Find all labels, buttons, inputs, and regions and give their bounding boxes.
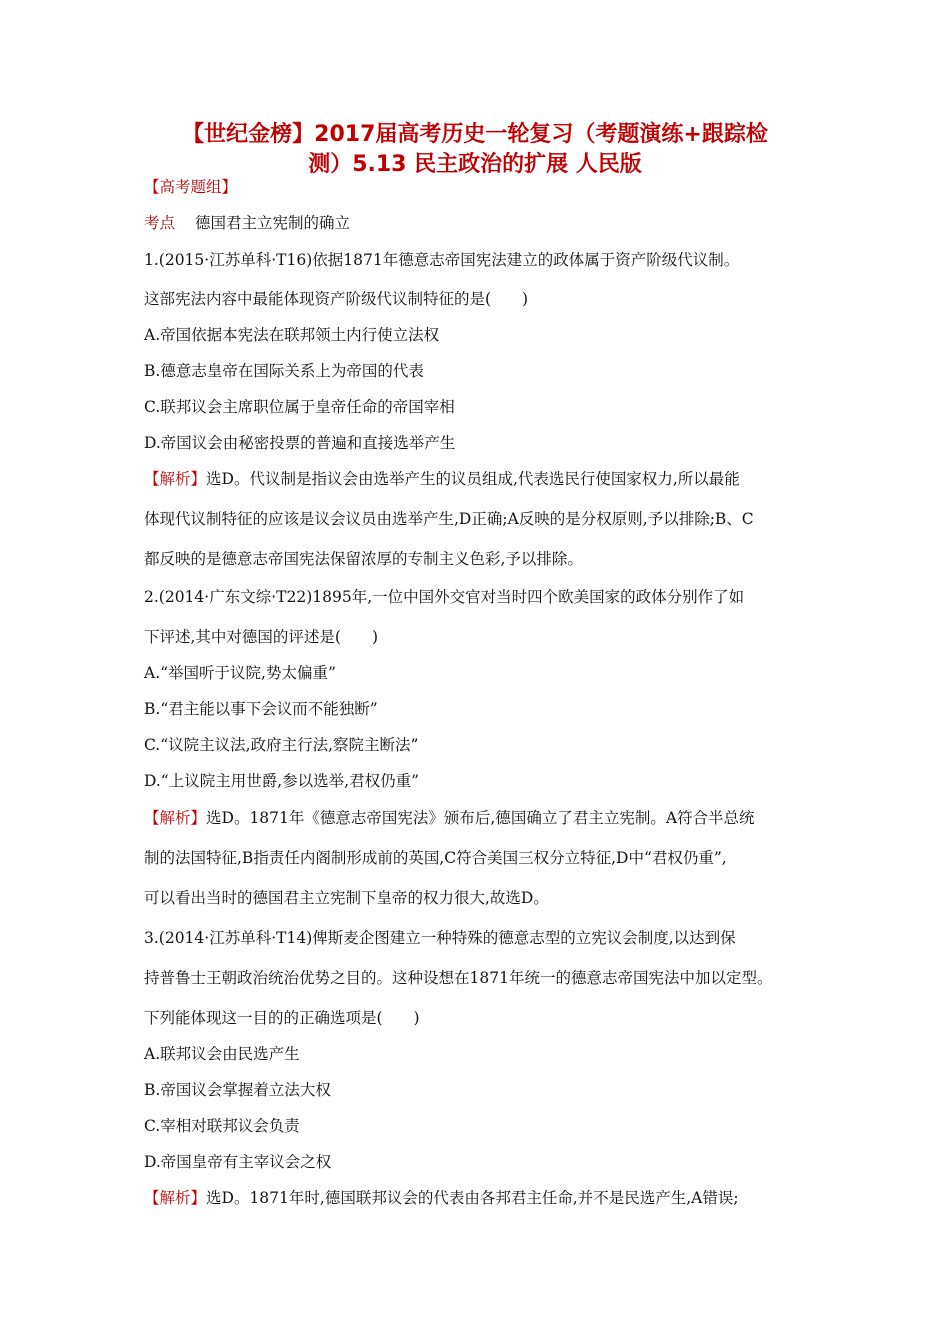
q3-stem-line-2: 持普鲁士王朝政治统治优势之目的。这种设想在1871年统一的德意志帝国宪法中加以定型。 bbox=[144, 969, 773, 987]
document-title-line-1: 【世纪金榜】2017届高考历史一轮复习（考题演练+跟踪检 bbox=[182, 122, 768, 147]
q3-stem-line-1: 3.(2014·江苏单科·T14)俾斯麦企图建立一种特殊的德意志型的立宪议会制度,以达到保 bbox=[144, 929, 736, 947]
q2-analysis-line-1 bbox=[144, 807, 755, 829]
document-title-line-2: 测）5.13 民主政治的扩展 人民版 bbox=[308, 152, 642, 177]
section-tag: 【高考题组】 bbox=[144, 178, 238, 196]
q2-option-c: C.“议院主议法,政府主行法,察院主断法” bbox=[144, 736, 419, 754]
analysis-tag: 【解析】 bbox=[144, 809, 207, 827]
q2-analysis-line-2: 制的法国特征,B指责任内阁制形成前的英国,C符合美国三权分立特征,D中“君权仍重”, bbox=[144, 849, 727, 867]
kaodian-row bbox=[144, 212, 350, 234]
q1-analysis-text: 选D。代议制是指议会由选举产生的议员组成,代表选民行使国家权力,所以最能 bbox=[206, 470, 740, 488]
q1-analysis-line-1 bbox=[144, 468, 740, 490]
q3-analysis-line-1 bbox=[144, 1187, 739, 1209]
q2-analysis-text: 选D。1871年《德意志帝国宪法》颁布后,德国确立了君主立宪制。A符合半总统 bbox=[206, 809, 755, 827]
q1-stem-line-1: 1.(2015·江苏单科·T16)依据1871年德意志帝国宪法建立的政体属于资产阶级代议制。 bbox=[144, 251, 740, 269]
kaodian-text: 德国君主立宪制的确立 bbox=[195, 214, 351, 232]
q3-analysis-text: 选D。1871年时,德国联邦议会的代表由各邦君主任命,并不是民选产生,A错误; bbox=[206, 1189, 739, 1207]
q3-option-a: A.联邦议会由民选产生 bbox=[144, 1045, 300, 1063]
q1-analysis-line-3: 都反映的是德意志帝国宪法保留浓厚的专制主义色彩,予以排除。 bbox=[144, 550, 583, 568]
q1-stem-line-2: 这部宪法内容中最能体现资产阶级代议制特征的是( ) bbox=[144, 290, 529, 308]
q2-option-a: A.“举国听于议院,势太偏重” bbox=[144, 664, 336, 682]
kaodian-label: 考点 bbox=[144, 214, 176, 232]
q2-analysis-line-3: 可以看出当时的德国君主立宪制下皇帝的权力很大,故选D。 bbox=[144, 889, 549, 907]
analysis-tag: 【解析】 bbox=[144, 470, 207, 488]
q3-option-b: B.帝国议会掌握着立法大权 bbox=[144, 1081, 331, 1099]
q2-option-b: B.“君主能以事下会议而不能独断” bbox=[144, 700, 378, 718]
q1-option-d: D.帝国议会由秘密投票的普遍和直接选举产生 bbox=[144, 434, 456, 452]
q2-stem-line-1: 2.(2014·广东文综·T22)1895年,一位中国外交官对当时四个欧美国家的政体分别作了如 bbox=[144, 588, 745, 606]
q3-option-c: C.宰相对联邦议会负责 bbox=[144, 1117, 300, 1135]
q2-option-d: D.“上议院主用世爵,参以选举,君权仍重” bbox=[144, 772, 420, 790]
q2-stem-line-2: 下评述,其中对德国的评述是( ) bbox=[144, 628, 379, 646]
q3-stem-line-3: 下列能体现这一目的的正确选项是( ) bbox=[144, 1009, 420, 1027]
q1-analysis-line-2: 体现代议制特征的应该是议会议员由选举产生,D正确;A反映的是分权原则,予以排除;B、C bbox=[144, 510, 754, 528]
q1-option-c: C.联邦议会主席职位属于皇帝任命的帝国宰相 bbox=[144, 398, 455, 416]
q1-option-a: A.帝国依据本宪法在联邦领土内行使立法权 bbox=[144, 326, 440, 344]
q1-option-b: B.德意志皇帝在国际关系上为帝国的代表 bbox=[144, 362, 424, 380]
analysis-tag: 【解析】 bbox=[144, 1189, 207, 1207]
q3-option-d: D.帝国皇帝有主宰议会之权 bbox=[144, 1153, 332, 1171]
